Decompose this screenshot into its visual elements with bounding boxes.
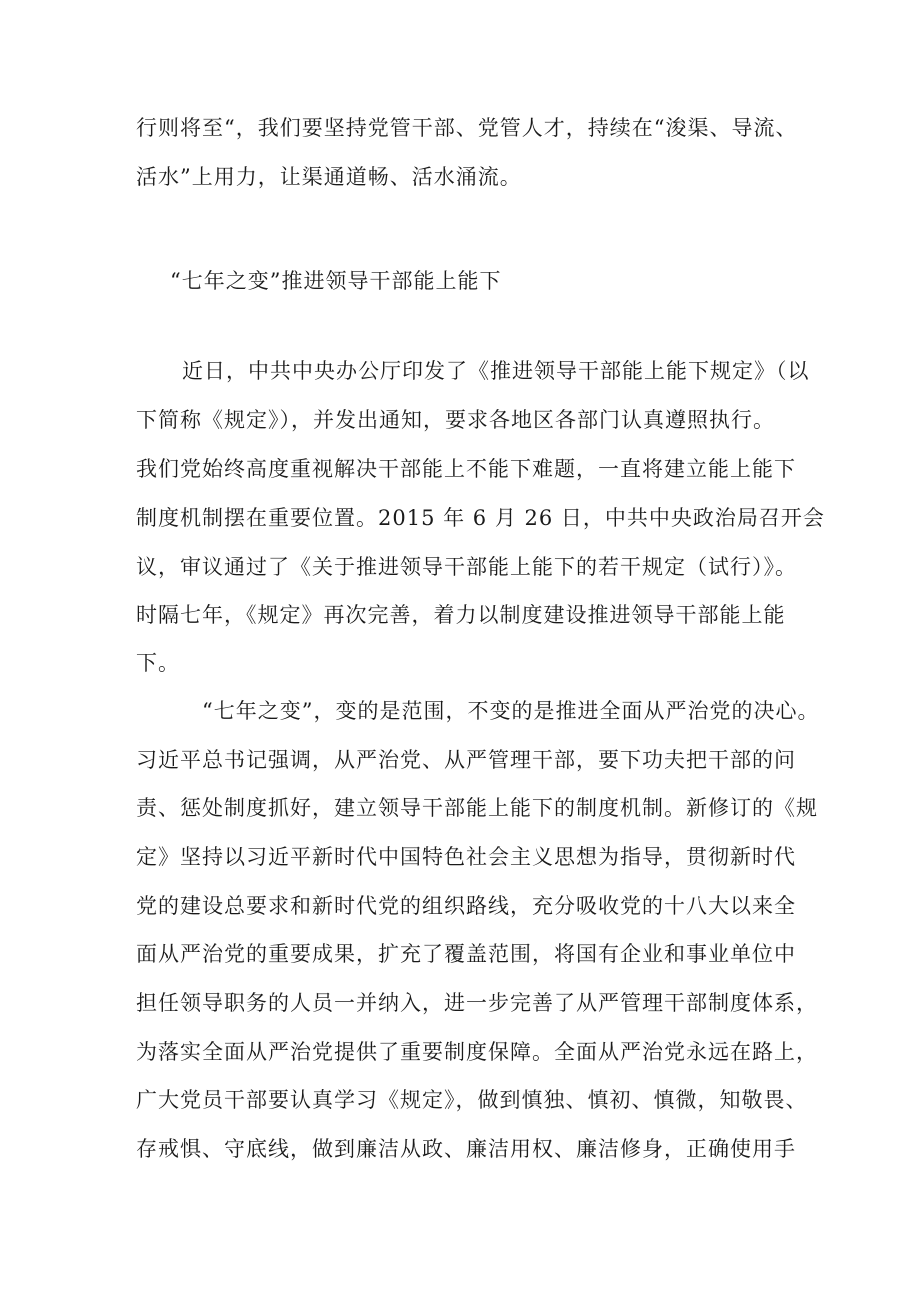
paragraph1-line: 下。	[136, 651, 180, 675]
section-heading: “七年之变”推进领导干部能上能下	[170, 269, 502, 293]
intro-line: 活水”上用力，让渠通道畅、活水涌流。	[136, 165, 522, 189]
paragraph2-line: 存戒惧、守底线，做到廉洁从政、廉洁用权、廉洁修身，正确使用手	[136, 1137, 796, 1161]
paragraph1-line: 议，审议通过了《关于推进领导干部能上能下的若干规定（试行）》。	[136, 555, 797, 579]
paragraph2-line: 为落实全面从严治党提供了重要制度保障。全面从严治党永远在路上，	[136, 1040, 818, 1064]
paragraph2-line: 习近平总书记强调，从严治党、从严管理干部，要下功夫把干部的问	[136, 748, 796, 772]
paragraph2-line: 面从严治党的重要成果，扩充了覆盖范围，将国有企业和事业单位中	[136, 942, 796, 966]
paragraph1-line: 时隔七年，《规定》再次完善，着力以制度建设推进领导干部能上能	[136, 603, 786, 627]
paragraph2-line: “七年之变”，变的是范围，不变的是推进全面从严治党的决心。	[202, 699, 820, 723]
paragraph2-line: 定》坚持以习近平新时代中国特色社会主义思想为指导，贯彻新时代	[136, 845, 796, 869]
paragraph1-line: 我们党始终高度重视解决干部能上不能下难题，一直将建立能上能下	[136, 457, 796, 481]
paragraph1-line: 下简称《规定》），并发出通知，要求各地区各部门认真遵照执行。	[136, 408, 775, 432]
paragraph2-line: 广大党员干部要认真学习《规定》，做到慎独、慎初、慎微，知敬畏、	[136, 1088, 808, 1112]
paragraph2-line: 党的建设总要求和新时代党的组织路线，充分吸收党的十八大以来全	[136, 894, 796, 918]
paragraph1-line: 制度机制摆在重要位置。2015 年 6 月 26 日，中共中央政治局召开会	[136, 506, 825, 530]
paragraph2-line: 担任领导职务的人员一并纳入，进一步完善了从严管理干部制度体系，	[136, 991, 818, 1015]
paragraph1-line: 近日，中共中央办公厅印发了《推进领导干部能上能下规定》（以	[182, 359, 810, 383]
intro-line: 行则将至“，我们要坚持党管干部、党管人才，持续在“浚渠、导流、	[136, 116, 798, 140]
paragraph2-line: 责、惩处制度抓好，建立领导干部能上能下的制度机制。新修订的《规	[136, 796, 818, 820]
